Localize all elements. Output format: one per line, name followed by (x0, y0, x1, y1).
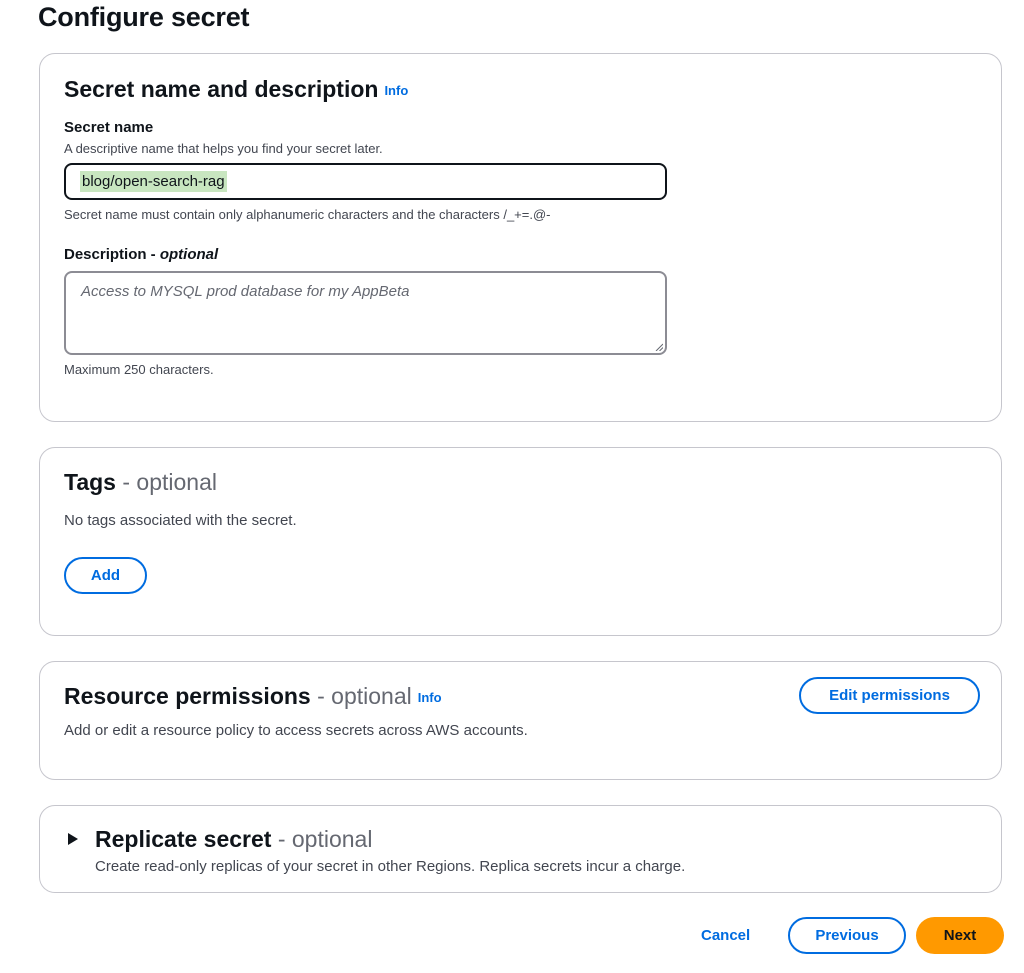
secret-section-heading-row (64, 75, 408, 105)
description-textarea[interactable] (64, 271, 667, 355)
previous-button[interactable]: Previous (788, 917, 906, 954)
add-tag-button[interactable]: Add (64, 557, 147, 594)
permissions-heading: Resource permissions (64, 683, 311, 709)
secret-name-description-panel (39, 53, 1002, 422)
next-button[interactable]: Next (916, 917, 1004, 954)
resize-handle-icon[interactable] (655, 343, 663, 351)
secret-name-description: A descriptive name that helps you find your secret later. (64, 141, 383, 156)
description-label-optional: optional (159, 246, 219, 263)
secret-name-input[interactable] (64, 163, 667, 200)
tags-heading: Tags (64, 469, 116, 495)
replicate-heading-row[interactable] (95, 825, 372, 853)
resource-permissions-panel (39, 661, 1002, 780)
secret-section-info-link[interactable]: Info (384, 83, 409, 98)
replicate-description: Create read-only replicas of your secret in other Regions. Replica secrets incur a charge. (95, 858, 686, 875)
tags-heading-row (64, 468, 217, 496)
permissions-optional-suffix: - optional (310, 683, 412, 709)
edit-permissions-button[interactable]: Edit permissions (799, 677, 980, 714)
permissions-heading-row (64, 682, 442, 712)
cancel-button[interactable]: Cancel (701, 927, 751, 944)
replicate-optional-suffix: - optional (271, 826, 373, 852)
page-title: Configure secret (38, 2, 250, 32)
tags-optional-suffix: - optional (115, 469, 217, 495)
replicate-heading: Replicate secret (95, 826, 272, 852)
description-placeholder: Access to MYSQL prod database for my AppBeta (81, 283, 410, 300)
secret-name-value: blog/open-search-rag (82, 173, 225, 190)
description-label (64, 246, 218, 264)
tags-panel (39, 447, 1002, 636)
permissions-description: Add or edit a resource policy to access secrets across AWS accounts. (64, 722, 528, 739)
permissions-info-link[interactable]: Info (417, 690, 442, 705)
description-constraint: Maximum 250 characters. (64, 362, 214, 377)
tags-empty-text: No tags associated with the secret. (64, 512, 297, 529)
secret-name-label: Secret name (64, 119, 154, 136)
replicate-secret-panel (39, 805, 1002, 893)
description-label-text: Description - (64, 246, 160, 263)
secret-name-constraint: Secret name must contain only alphanumeric characters and the characters /_+=.@- (64, 207, 551, 222)
expand-caret-icon[interactable] (68, 833, 78, 845)
secret-section-heading: Secret name and description (64, 76, 379, 102)
